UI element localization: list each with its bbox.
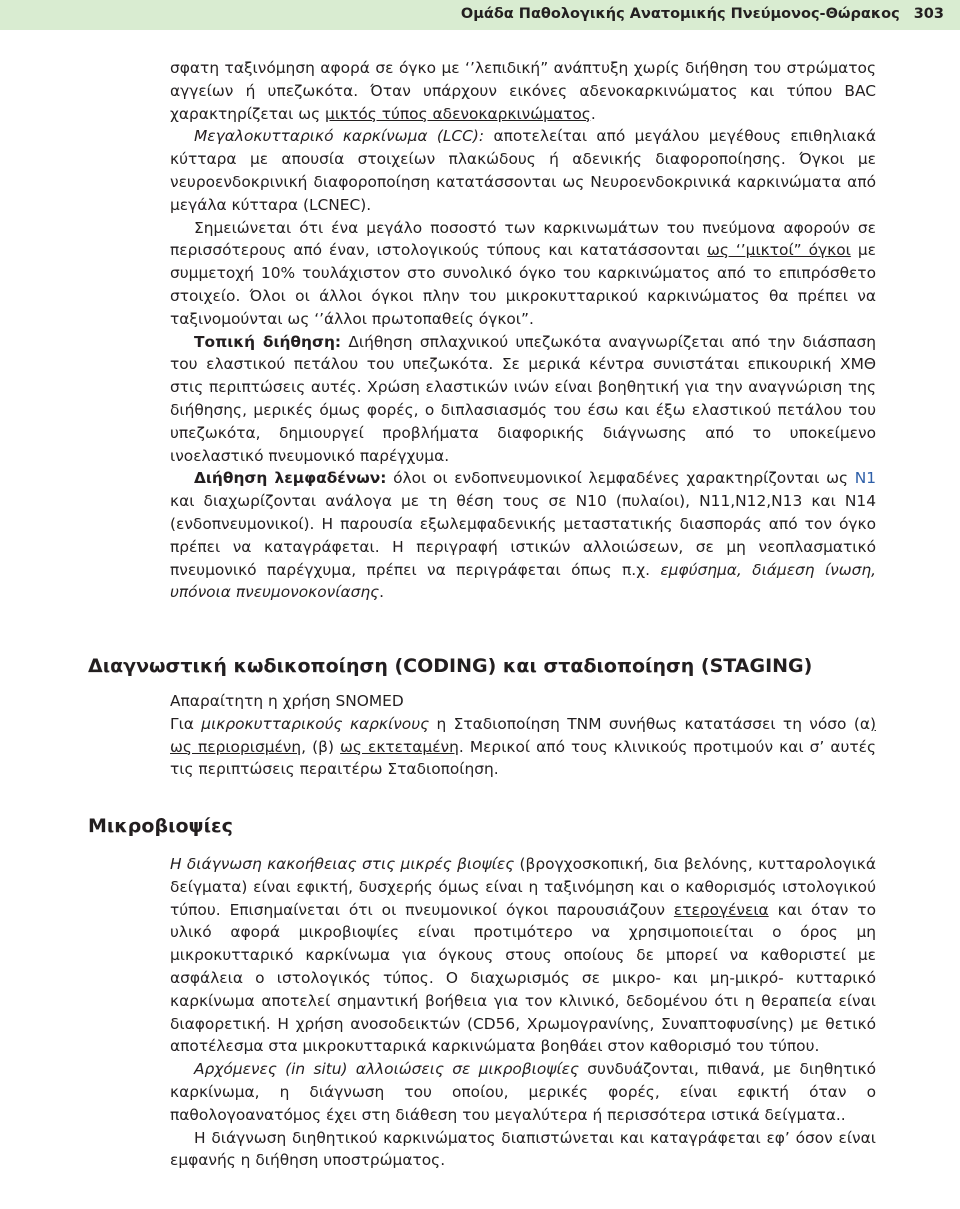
text-run: και όταν το υλικό αφορά μικροβιοψίες είναι προτιμότερο να χρησιμοποιείται ο όρος μη μικροκυτταρικό καρκίνωμα για όγκους στους οποίους δε μπορεί να καθοριστεί με ασφάλεια ο ιστολογικός τύπος. Ο διαχωρισμός σε μικρο- και μη-μικρό- κυτταρικό καρκίνωμα αποτελεί σημαντική βοήθεια για τον κλινικό, δεδομένου ότι η θεραπεία είναι διαφορετική. Η χρήση ανοσοδεικτών (CD56, Χρωμογρανίνης, Συναπτοφυσίνης) με θετικό αποτέλεσμα στα μικροκυτταρικά καρκινώματα βοηθάει στον καθορισμό του τύπου. <box>170 900 876 1056</box>
paragraph-local-invasion <box>170 331 876 468</box>
text-run: (βρογχοσκοπική, δια βελόνης, κυτταρολογικά δείγματα) είναι εφικτή, δυσχερής όμως είναι η ταξινόμηση και ο καθορισμός ιστολογικού τύπου. Επισημαίνεται ότι οι πνευμονικοί όγκοι παρουσιάζουν <box>170 855 876 919</box>
text-run: , (β) <box>301 737 341 756</box>
text-run: σφατη ταξινόμηση αφορά σε όγκο με ‘’λεπιδική” ανάπτυξη χωρίς διήθηση του στρώματος αγγείων ή υπεζωκότα. Όταν υπάρχουν εικόνες αδενοκαρκινώματος και τύπου BAC χαρακτηρίζεται ως <box>170 59 876 123</box>
underlined-term: ετερογένεια <box>673 900 769 919</box>
underlined-term: ) ως περιορισμένη <box>170 714 876 756</box>
italic-term: Αρχόμενες (in situ) αλλοιώσεις σε μικροβιοψίες <box>194 1060 580 1079</box>
text-run: Διήθηση σπλαχνικού υπεζωκότα αναγνωρίζεται από την διάσπαση του ελαστικού πετάλου του υπεζωκότα. Σε μερικά κέντρα συνιστάται επικουρική ΧΜΘ στις περιπτώσεις αυτές. Χρώση ελαστικών ινών είναι βοηθητική για την αναγνώριση της διήθησης, μερικές όμως φορές, ο διπλασιασμός του έσω και έξω ελαστικού πετάλου του υπεζωκότα, δημιουργεί προβλήματα διαφορικής διάγνωσης από το υποκείμενο ινοελαστικό πνευμονικό παρέγχυμα. <box>170 332 876 465</box>
n1-term: N1 <box>854 469 876 488</box>
paragraph-lcc <box>170 125 876 216</box>
heading-biopsies: Μικροβιοψίες <box>88 815 233 837</box>
paragraph-lymph-nodes <box>170 467 876 604</box>
italic-term: Μεγαλοκυτταρικό καρκίνωμα (LCC): <box>194 127 485 146</box>
snomed-line: Απαραίτητη η χρήση SNOMED <box>170 692 404 710</box>
text-run: Για <box>170 714 202 733</box>
header-title: Ομάδα Παθολογικής Ανατομικής Πνεύμονος-Θώρακος <box>460 6 900 22</box>
section-biopsies-body <box>170 853 876 1172</box>
biopsy-paragraph-2 <box>170 1058 876 1126</box>
underlined-term: ως ‘’μικτοί” όγκοι <box>706 241 851 260</box>
biopsy-paragraph-3: Η διάγνωση διηθητικού καρκινώματος διαπιστώνεται και καταγράφεται εφ’ όσον είναι εμφανής η διήθηση υποστρώματος. <box>170 1128 876 1170</box>
section-coding-body <box>170 690 876 781</box>
text-run: και διαχωρίζονται ανάλογα με τη θέση τους σε N10 (πυλαίοι), N11,N12,N13 και N14 (ενδοπνευμονικοί). Η παρουσία εξωλεμφαδενικής μεταστατικής διασποράς από τον όγκο πρέπει να καταγράφεται. Η περιγραφή ιστικών αλλοιώσεων, σε μη νεοπλασματικό πνευμονικό παρέγχυμα, πρέπει να περιγράφεται όπως π.χ. <box>170 492 876 579</box>
text-run: . <box>379 583 385 602</box>
text-run: . <box>590 104 596 123</box>
text-run: . Μερικοί από τους κλινικούς προτιμούν και σ’ αυτές τις περιπτώσεις περαιτέρω Σταδιοποίηση. <box>170 737 876 779</box>
text-run: συνδυάζονται, πιθανά, με διηθητικό καρκίνωμα, η διάγνωση του οποίου, μερικές φορές, είναι εφικτή όταν ο παθολογοανατόμος έχει στη διάθεση του μεγαλύτερα ή περισσότερα ιστικά δείγματα.. <box>170 1060 876 1124</box>
bold-label: Τοπική διήθηση: <box>194 332 342 351</box>
text-run: αποτελείται από μεγάλου μεγέθους επιθηλιακά κύτταρα με απουσία στοιχείων πλακώδους ή αδενικής διαφοροποίησης. Όγκοι με νευροενδοκρινική διαφοροποίηση κατατάσσονται ως Νευροενδοκρινικά καρκινώματα από μεγάλα κύτταρα (LCNEC). <box>170 127 876 214</box>
text-run: όλοι οι ενδοπνευμονικοί λεμφαδένες χαρακτηρίζονται ως <box>386 469 855 488</box>
underlined-term: μικτός τύπος αδενοκαρκινώματος <box>325 104 591 123</box>
biopsy-paragraph-1 <box>170 853 876 1058</box>
italic-term: μικροκυτταρικούς καρκίνους <box>201 714 430 733</box>
staging-paragraph <box>170 713 876 781</box>
italic-term: εμφύσημα, διάμεση ίνωση, υπόνοια πνευμονοκονίασης <box>170 560 876 602</box>
bold-label: Διήθηση λεμφαδένων: <box>194 469 387 488</box>
paragraph-bac <box>170 57 876 125</box>
underlined-term: ως εκτεταμένη <box>340 737 459 756</box>
paragraph-mixed <box>170 217 876 331</box>
italic-term: Η διάγνωση κακοήθειας στις μικρές βιοψίες <box>170 855 515 873</box>
main-text <box>170 57 876 604</box>
text-run: με συμμετοχή 10% τουλάχιστον στο συνολικό όγκο του καρκινώματος από το επιπρόσθετο στοιχείο. Όλοι οι άλλοι όγκοι πλην του μικροκυτταρικού καρκινώματος θα πρέπει να ταξινομούνται ως ‘’άλλοι πρωτοπαθείς όγκοι”. <box>170 241 876 328</box>
text-run: η Σταδιοποίηση TNM συνήθως κατατάσσει τη νόσο (α <box>429 714 870 733</box>
running-header <box>461 6 944 22</box>
heading-coding: Διαγνωστική κωδικοποίηση (CODING) και σταδιοποίηση (STAGING) <box>88 655 813 677</box>
text-run: Σημειώνεται ότι ένα μεγάλο ποσοστό των καρκινωμάτων του πνεύμονα αφορούν σε περισσότερους από έναν, ιστολογικούς τύπους και κατατάσσονται <box>170 218 876 260</box>
page-number: 303 <box>913 6 944 22</box>
